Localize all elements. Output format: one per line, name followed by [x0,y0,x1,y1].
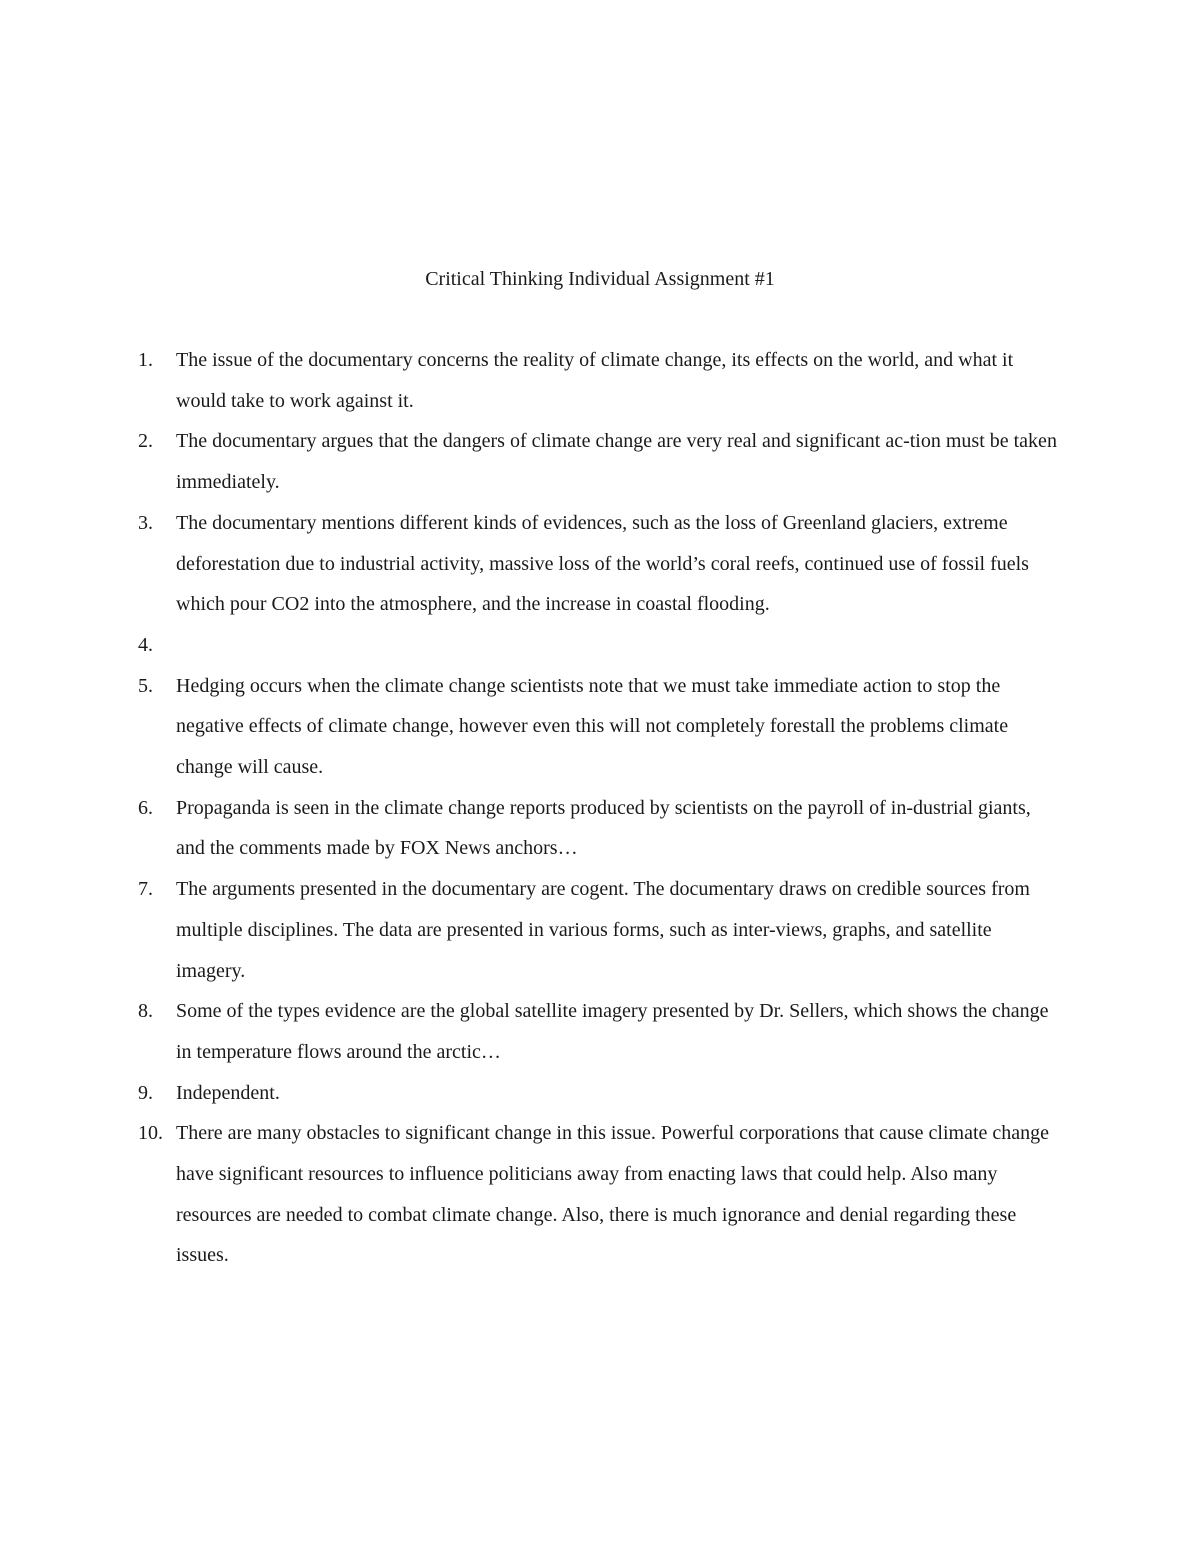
list-item [0,340,1200,421]
item-text: Propaganda is seen in the climate change reports produced by scientists on the payroll of in-dustrial giants, and the comments made by FOX News anchors… [176,796,1031,860]
item-number: 1. [138,349,153,371]
item-number: 9. [138,1081,153,1104]
list-item [0,991,1200,1072]
list-item [0,625,1200,666]
item-text: The documentary argues that the dangers of climate change are very real and significant ac-tion must be taken immediately. [176,430,1057,494]
list-item [0,503,1200,625]
list-item [0,788,1200,869]
item-number: 10. [138,1122,163,1145]
item-text: The documentary mentions different kinds of evidences, such as the loss of Greenland glaciers, extreme deforestation due to industrial activity, massive loss of the world’s coral reefs, continued use of fossil fuels which pour CO2 into the atmosphere, and the increase in coastal flooding. [176,511,1029,616]
item-text: The arguments presented in the documentary are cogent. The documentary draws on credible sources from multiple disciplines. The data are presented in various forms, such as inter-views, graphs, and satellite imagery. [176,878,1030,982]
item-number: 3. [138,511,153,534]
item-text: The issue of the documentary concerns the reality of climate change, its effects on the world, and what it would take to work against it. [176,349,1014,412]
list-item [0,666,1200,788]
item-number: 5. [138,674,153,697]
item-number: 7. [138,878,153,901]
item-text: There are many obstacles to significant change in this issue. Powerful corporations that cause climate change have significant resources to influence politicians away from enacting laws that could help. Also many resources are needed to combat climate change. Also, there is much ignorance and denial regarding these issues. [176,1122,1050,1267]
item-text: Independent. [176,1081,280,1104]
list-item [0,869,1200,991]
item-number: 8. [138,1000,153,1023]
item-text [176,625,1060,666]
item-number: 6. [138,796,153,819]
item-text: Hedging occurs when the climate change scientists note that we must take immediate action to stop the negative effects of climate change, however even this will not completely forestall the problems climate change will cause. [176,674,1009,779]
item-number: 4. [138,633,153,656]
document-title: Critical Thinking Individual Assignment #1 [425,268,775,290]
list-item [0,421,1200,502]
list-item [0,1113,1200,1276]
answer-list [0,340,1200,1276]
list-item [0,1073,1200,1114]
item-text: Some of the types evidence are the global satellite imagery presented by Dr. Sellers, which shows the change in temperature flows around the arctic… [176,1000,1049,1063]
item-number: 2. [138,430,153,453]
